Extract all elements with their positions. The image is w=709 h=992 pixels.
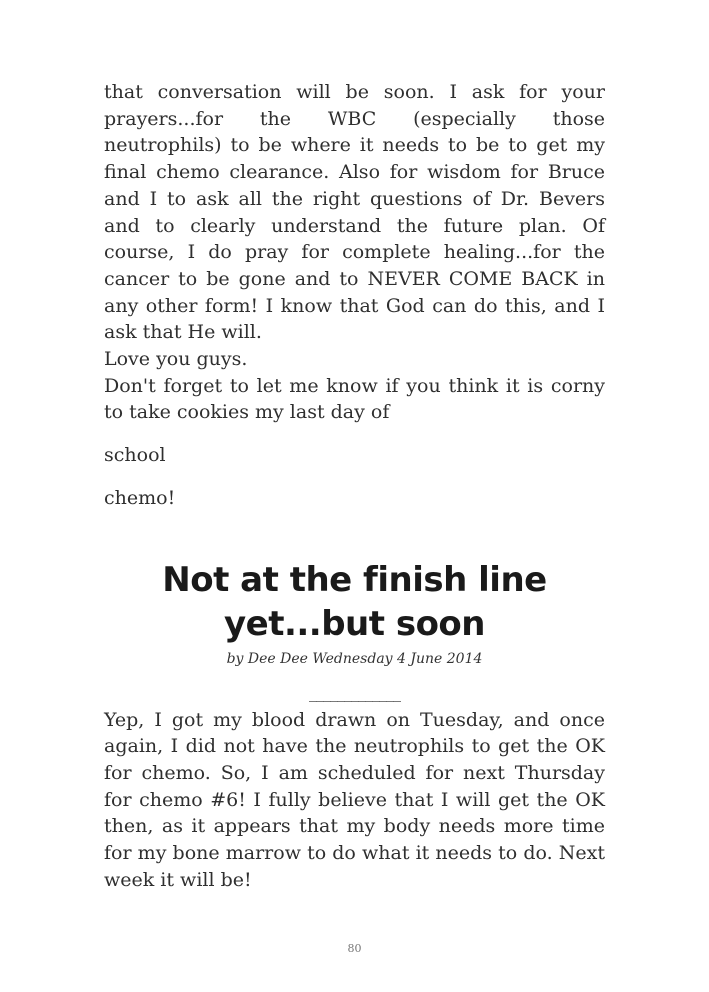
struck-word: school [104, 444, 166, 467]
page-number: 80 [347, 942, 362, 955]
post-body-paragraph: Yep, I got my blood drawn on Tuesday, and once again, I did not have the neutrophils to get the OK for chemo. So, I am scheduled for next Thursday for chemo #6! I fully believe that I will get the OK then, as it appears that my body needs more time for my bone marrow to do what it needs to do. Next week it will be! [104, 708, 605, 891]
post-title: Not at the finish line yet...but soon [162, 559, 547, 644]
previous-post-closing: Love you guys. [104, 348, 248, 371]
document-page [104, 79, 605, 893]
post-byline: by Dee Dee Wednesday 4 June 2014 [226, 650, 483, 667]
separator-line: _____________ [309, 682, 400, 702]
previous-post-postscript: Don't forget to let me know if you think it is corny to take cookies my last day of [104, 374, 605, 424]
previous-post-paragraph: that conversation will be soon. I ask for your prayers...for the WBC (especially those neutrophils) to be where it needs to be to get my final chemo clearance. Also for wisdom for Bruce and I to ask all the right questions of Dr. Bevers and to clearly understand the future plan. Of course, I do pray for complete healing...for the cancer to be gone and to NEVER COME BACK in any other form! I know that God can do this, and I ask that He will. [104, 81, 605, 344]
replacement-word: chemo! [104, 486, 176, 509]
